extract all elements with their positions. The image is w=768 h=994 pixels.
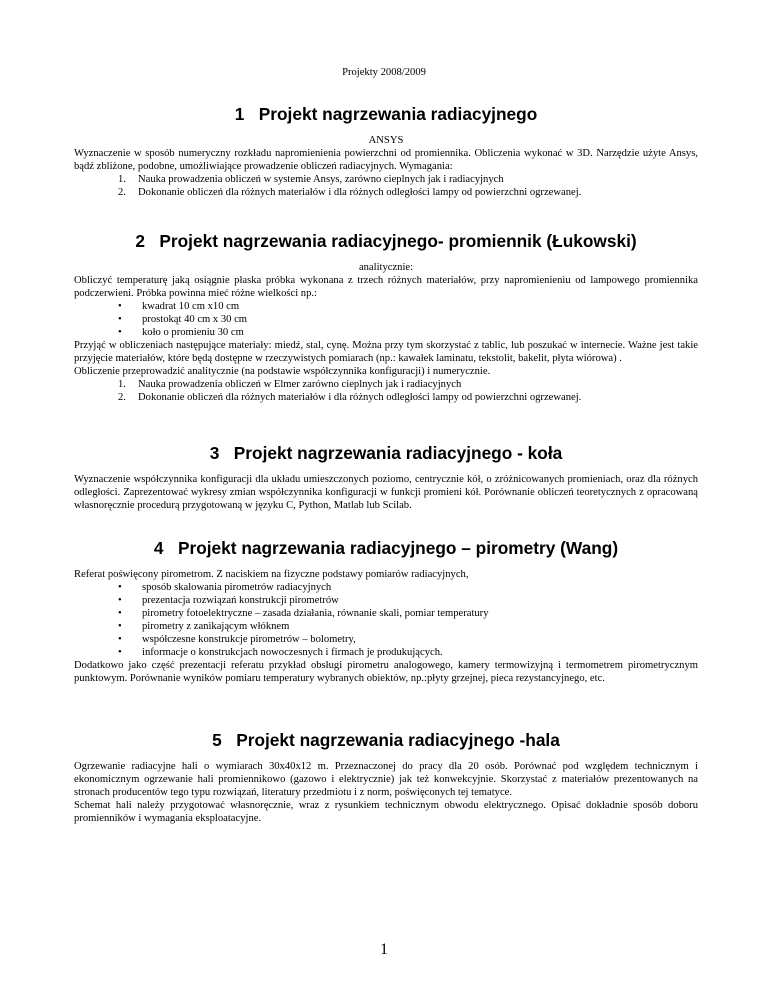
bullet-text: informacje o konstrukcjach nowoczesnych i firmach je produkujących.	[142, 647, 443, 658]
list-item	[74, 391, 698, 404]
paragraph: Wyznaczenie w sposób numeryczny rozkładu napromienienia powierzchni od promiennika. Obliczenia wykonać w 3D. Narzędzie użyte Ansys, bądź zbliżone, podobne, umożliwiające prowadzenie obliczeń radiacyjnych. Wymagania:	[74, 148, 698, 172]
paragraph: Obliczenie przeprowadzić analitycznie (na podstawie współczynnika konfiguracji) i numerycznie.	[74, 366, 491, 377]
section-title: Projekt nagrzewania radiacyjnego – pirometry (Wang)	[177, 538, 619, 558]
bullet-item	[74, 594, 698, 607]
paragraph: Obliczyć temperaturę jaką osiągnie płaska próbka wykonana z trzech różnych materiałów, przy napromienieniu od lampowego promiennika podczerwieni. Próbka powinna mieć różne wielkości np.:	[74, 275, 698, 299]
bullet-marker: •	[118, 327, 122, 338]
section-number: 2	[135, 231, 145, 251]
list-item	[74, 186, 698, 199]
bullet-marker: •	[118, 621, 122, 632]
paragraph: Schemat hali należy przygotować własnoręcznie, wraz z rysunkiem technicznym obwodu elektrycznego. Opisać dokładnie sposób doboru promienników i wymagania eksploatacyjne.	[74, 800, 698, 824]
bullet-marker: •	[118, 314, 122, 325]
section-title: Projekt nagrzewania radiacyjnego	[258, 104, 538, 124]
bullet-marker: •	[118, 595, 122, 606]
section-number: 4	[153, 538, 164, 558]
bullet-marker: •	[118, 634, 122, 645]
section-3	[74, 443, 698, 512]
paragraph: Referat poświęcony pirometrom. Z naciskiem na fizyczne podstawy pomiarów radiacyjnych,	[74, 569, 469, 580]
paragraph: Dodatkowo jako część prezentacji referatu przykład obsługi pirometru analogowego, kamery termowizyjną i termometrem pirometrycznym punktowym. Porównanie wyników pomiaru temperatury wybranych obiektów, np.:płyty grzejnej, pieca rezystancyjnego, etc.	[74, 660, 698, 684]
section-4-heading	[74, 538, 698, 558]
list-marker: 1.	[118, 379, 126, 390]
bullet-text: współczesne konstrukcje pirometrów – bolometry,	[142, 634, 356, 645]
section-1	[74, 104, 698, 199]
list-text: Nauka prowadzenia obliczeń w Elmer zarówno cieplnych jak i radiacyjnych	[138, 379, 462, 390]
bullet-item	[74, 300, 698, 313]
list-marker: 1.	[118, 174, 126, 185]
bullet-text: pirometry fotoelektryczne – zasada działania, równanie skali, pomiar temperatury	[142, 608, 489, 619]
section-2	[74, 231, 698, 404]
section-title: Projekt nagrzewania radiacyjnego - koła	[233, 443, 563, 463]
section-title: Projekt nagrzewania radiacyjnego -hala	[236, 730, 560, 750]
section-3-heading	[74, 443, 698, 463]
section-1-heading	[74, 104, 698, 124]
bullet-item	[74, 607, 698, 620]
section-subtitle: analitycznie:	[358, 262, 414, 273]
section-number: 1	[234, 104, 245, 124]
bullet-text: prostokąt 40 cm x 30 cm	[142, 314, 248, 325]
bullet-item	[74, 313, 698, 326]
list-item	[74, 378, 698, 391]
list-text: Nauka prowadzenia obliczeń w systemie Ansys, zarówno cieplnych jak i radiacyjnych	[138, 174, 504, 185]
bullet-marker: •	[118, 582, 122, 593]
list-text: Dokonanie obliczeń dla różnych materiałów i dla różnych odległości lampy od powierzchni ogrzewanej.	[138, 392, 582, 403]
list-text: Dokonanie obliczeń dla różnych materiałów i dla różnych odległości lampy od powierzchni ogrzewanej.	[138, 187, 582, 198]
bullet-item	[74, 326, 698, 339]
bullet-item	[74, 646, 698, 659]
section-2-heading	[74, 231, 698, 251]
section-5	[74, 730, 698, 825]
list-item	[74, 173, 698, 186]
bullet-item	[74, 633, 698, 646]
list-marker: 2.	[118, 392, 126, 403]
section-5-heading	[74, 730, 698, 750]
section-4	[74, 538, 698, 685]
bullet-text: koło o promieniu 30 cm	[142, 327, 244, 338]
page-number: 1	[380, 941, 388, 958]
bullet-marker: •	[118, 608, 122, 619]
bullet-text: prezentacja rozwiązań konstrukcji pirometrów	[142, 595, 339, 606]
bullet-text: pirometry z zanikającym włóknem	[142, 621, 290, 632]
bullet-marker: •	[118, 647, 122, 658]
section-subtitle: ANSYS	[368, 135, 404, 146]
list-marker: 2.	[118, 187, 126, 198]
section-title: Projekt nagrzewania radiacyjnego- promiennik (Łukowski)	[159, 231, 637, 251]
bullet-text: sposób skalowania pirometrów radiacyjnych	[142, 582, 332, 593]
paragraph: Wyznaczenie współczynnika konfiguracji dla układu umieszczonych poziomo, centrycznie kół, o zróżnicowanych promieniach, oraz dla różnych odległości. Zaprezentować wykresy zmian współczynnika konfiguracji w funkcji promieni kół. Porównanie obliczeń teoretycznych z opracowaną własnoręcznie procedurą przygotowaną w języku C, Python, Matlab lub Scilab.	[74, 474, 698, 511]
section-number: 5	[212, 730, 222, 750]
section-number: 3	[209, 443, 220, 463]
paragraph: Przyjąć w obliczeniach następujące materiały: miedź, stal, cynę. Można przy tym skorzystać z tablic, lub poszukać w internecie. Ważne jest takie przyjęcie materiałów, które będą dostępne w rzeczywistych pomiarach (np.: kawałek laminatu, tekstolit, bakelit, płyta wiórowa) .	[74, 340, 698, 364]
paragraph: Ogrzewanie radiacyjne hali o wymiarach 30x40x12 m. Przeznaczonej do pracy dla 20 osób. Porównać pod względem technicznym i ekonomicznym ogrzewanie hali promiennikowo (gazowo i elektrycznie) jak też konwekcyjnie. Skorzystać z materiałów prezentowanych na stronach producentów tego typu rozwiązań, literatury przedmiotu i z norm, poświęconych tej tematyce.	[74, 761, 698, 798]
bullet-text: kwadrat 10 cm x10 cm	[142, 301, 240, 312]
bullet-marker: •	[118, 301, 122, 312]
page-header: Projekty 2008/2009	[342, 67, 426, 78]
bullet-item	[74, 581, 698, 594]
bullet-item	[74, 620, 698, 633]
